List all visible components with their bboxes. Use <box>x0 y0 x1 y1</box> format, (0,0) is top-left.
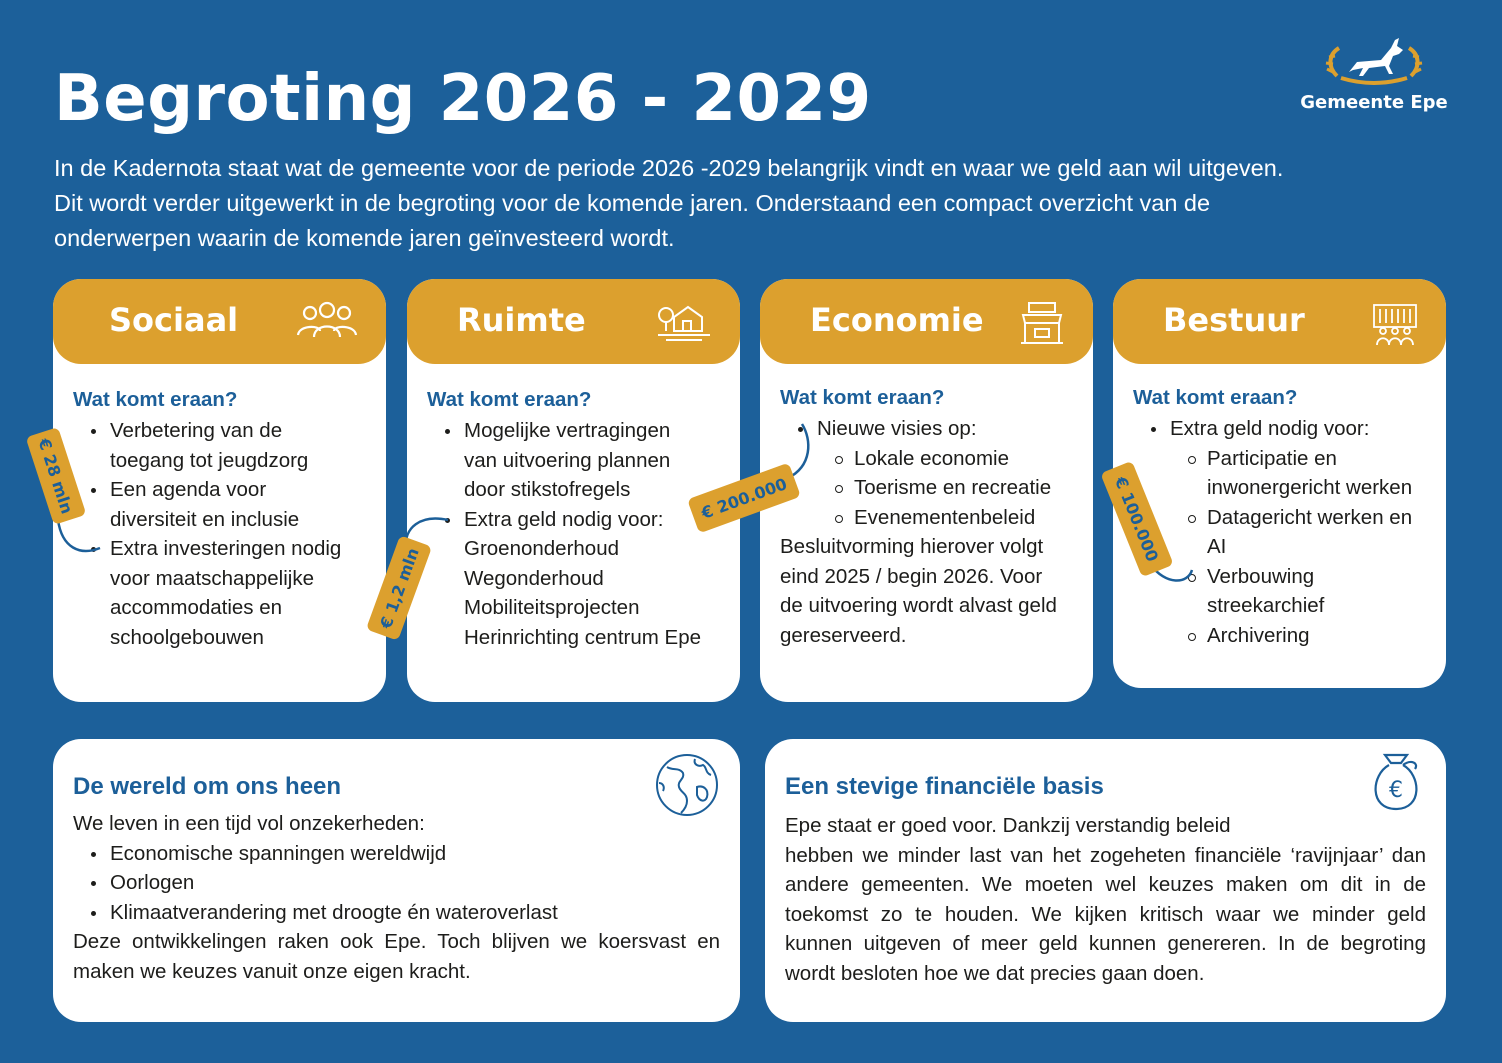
svg-text:€: € <box>1389 778 1403 803</box>
bullet-list <box>73 416 368 652</box>
list-item <box>73 416 368 475</box>
line: van uitvoering plannen <box>464 448 671 472</box>
intro-line: Dit wordt verder uitgewerkt in de begroting voor de komende jaren. Onderstaand een compact overzicht van de <box>54 190 1211 216</box>
list-item <box>1170 621 1428 651</box>
intro-line: onderwerpen waarin de komende jaren geïnvesteerd wordt. <box>54 225 675 251</box>
finance-card <box>765 739 1446 1022</box>
card-title: Een stevige financiële basis <box>785 773 1104 800</box>
card-sociaal <box>53 279 386 702</box>
card-subheading: Wat komt eraan? <box>1133 386 1298 409</box>
card-title: Ruimte <box>457 301 586 339</box>
card-title: Economie <box>810 301 984 339</box>
line: Datagericht werken en <box>1207 505 1413 529</box>
line: streekarchief <box>1207 594 1325 617</box>
line: Verbouwing <box>1207 564 1315 588</box>
card-subheading: Wat komt eraan? <box>780 386 945 409</box>
line: AI <box>1207 535 1227 558</box>
text-line: eind 2025 / begin 2026. Voor <box>780 564 1043 588</box>
card-economie <box>760 279 1093 702</box>
text-line: Epe staat er goed voor. Dankzij verstandig beleid <box>785 814 1231 837</box>
card-bestuur <box>1113 279 1446 688</box>
list-item: Lokale economie <box>817 444 1075 474</box>
line: schoolgebouwen <box>110 625 264 649</box>
list-item: Klimaatverandering met droogte én wateroverlast <box>73 898 720 928</box>
tag-label: € 200.000 <box>698 473 790 523</box>
line: Archivering <box>1207 623 1310 647</box>
list-item <box>1170 503 1428 562</box>
list-item: Oorlogen <box>73 868 720 898</box>
money-bag-euro-icon <box>1367 751 1425 813</box>
list-item <box>1170 562 1428 621</box>
card-header <box>407 279 740 364</box>
logo-text: Gemeente Epe <box>1300 92 1448 113</box>
card-subheading: Wat komt eraan? <box>73 388 238 411</box>
bullet-list <box>780 414 1075 444</box>
text-line: Mobiliteitsprojecten <box>464 596 640 619</box>
card-ruimte <box>407 279 740 702</box>
line: Extra geld nodig voor: <box>464 507 664 531</box>
list-item <box>427 505 722 535</box>
bullet-list <box>1133 414 1428 444</box>
text-line: Wegonderhoud <box>464 566 604 590</box>
town-hall-people-icon <box>1372 301 1418 347</box>
lead-text: We leven in een tijd vol onzekerheden: <box>73 812 425 835</box>
closing-text: Deze ontwikkelingen raken ook Epe. Toch blijven we koersvast en maken we keuzes vanuit onze eigen kracht. <box>73 930 720 983</box>
card-body <box>760 364 1093 650</box>
local-shop-icon <box>1019 301 1065 347</box>
bullet-list <box>427 416 722 534</box>
card-title: Sociaal <box>109 301 239 339</box>
list-item <box>73 475 368 534</box>
list-item <box>1170 444 1428 503</box>
landscape-house-icon <box>656 301 712 343</box>
list-item <box>73 534 368 652</box>
world-card <box>53 739 740 1022</box>
sub-bullet-list <box>1133 444 1428 651</box>
bullet-list <box>73 839 720 928</box>
gemeente-epe-logo <box>1298 32 1450 122</box>
text-line: de uitvoering wordt alvast geld <box>780 594 1057 617</box>
list-item: Economische spanningen wereldwijd <box>73 839 720 869</box>
card-header <box>1113 279 1446 364</box>
globe-icon <box>655 753 719 817</box>
line: inwonergericht werken <box>1207 476 1413 499</box>
intro-text <box>54 151 1414 256</box>
list-item <box>427 416 722 505</box>
list-item: Toerisme en recreatie <box>817 473 1075 503</box>
card-title: Bestuur <box>1163 301 1305 339</box>
card-body <box>1113 364 1446 650</box>
card-header <box>53 279 386 364</box>
sub-bullet-list <box>780 444 1075 533</box>
text-line: Herinrichting centrum Epe <box>464 625 701 649</box>
line: accommodaties en <box>110 596 283 619</box>
line: toegang tot jeugdzorg <box>110 448 309 472</box>
text-line: Groenonderhoud <box>464 537 620 560</box>
card-title: De wereld om ons heen <box>73 773 342 800</box>
card-body <box>73 809 720 987</box>
body-text: hebben we minder last van het zogeheten financiële ‘ravijnjaar’ dan andere gemeenten. We moeten wel keuzes maken om dit in de toekomst zo te houden. We kijken kritisch waar we minder geld kunnen uitgeven of meer geld kunnen genereren. In de begroting wordt besloten hoe we dat precies gaan doen. <box>785 843 1426 985</box>
line: Extra investeringen nodig <box>110 537 342 560</box>
list-item: Nieuwe visies op: <box>780 414 1075 444</box>
line: Een agenda voor <box>110 478 267 501</box>
line: door stikstofregels <box>464 478 631 501</box>
line: Verbetering van de <box>110 419 283 442</box>
card-header <box>760 279 1093 364</box>
text-line: Besluitvorming hierover volgt <box>780 535 1044 558</box>
card-subheading: Wat komt eraan? <box>427 388 592 411</box>
line: diversiteit en inclusie <box>110 507 300 531</box>
tag-label: € 1,2 mln <box>375 545 423 631</box>
deer-logo-icon <box>1319 32 1429 90</box>
line: Mogelijke vertragingen <box>464 419 671 442</box>
people-group-icon <box>296 301 358 341</box>
line: voor maatschappelijke <box>110 566 314 590</box>
page-title: Begroting 2026 - 2029 <box>54 62 872 136</box>
list-item: Evenementenbeleid <box>817 503 1075 533</box>
intro-line: In de Kadernota staat wat de gemeente voor de periode 2026 -2029 belangrijk vindt en waar we geld aan wil uitgeven. <box>54 155 1284 181</box>
card-body <box>53 364 386 652</box>
tag-label: € 28 mln <box>34 435 78 517</box>
card-body <box>785 811 1426 989</box>
line: Participatie en <box>1207 446 1337 470</box>
list-item: Extra geld nodig voor: <box>1133 414 1428 444</box>
text-line: gereserveerd. <box>780 623 907 647</box>
tag-label: € 100.000 <box>1111 473 1163 565</box>
